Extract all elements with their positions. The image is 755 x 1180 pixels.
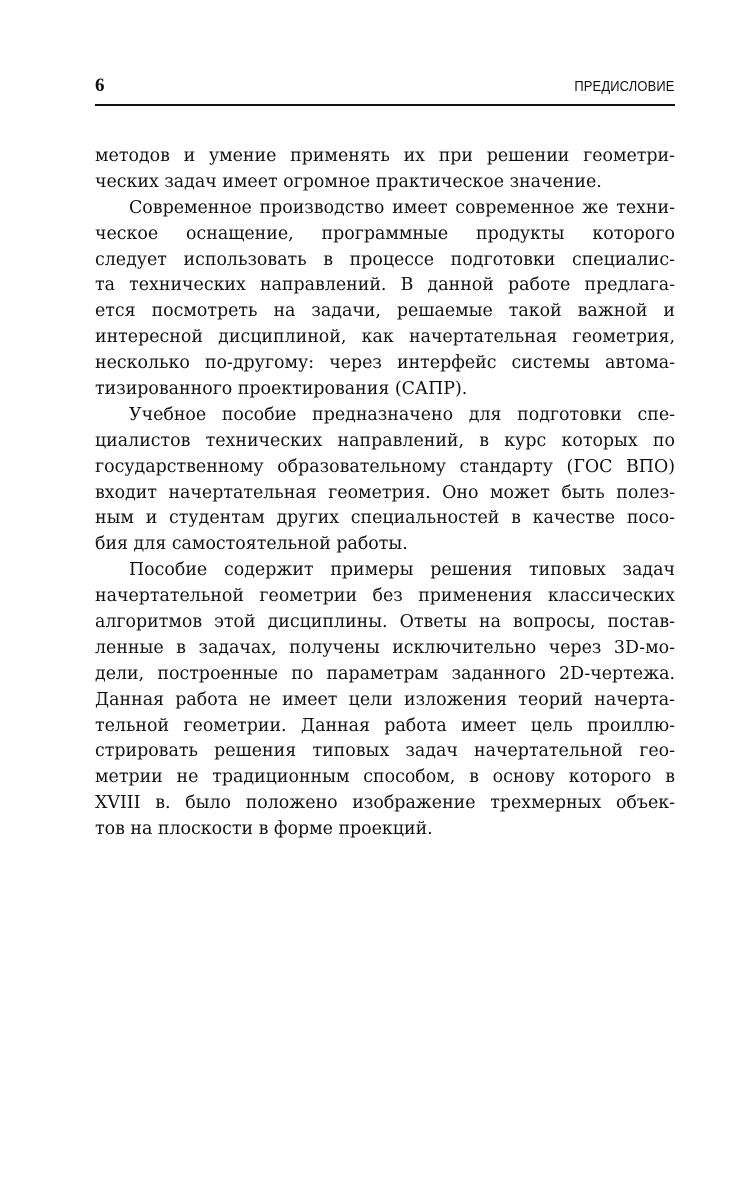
text-line: интересной дисциплиной, как начертательная геометрия, bbox=[95, 327, 675, 348]
text-line: ленные в задачах, получены исключительно через 3D-мо- bbox=[95, 637, 675, 658]
text-line: входит начертательная геометрия. Оно может быть полез- bbox=[95, 482, 675, 503]
text-line: дели, построенные по параметрам заданного 2D-чертежа. bbox=[95, 663, 675, 684]
text-line: метрии не традиционным способом, в основу которого в bbox=[95, 767, 675, 788]
text-line: ется посмотреть на задачи, решаемые такой важной и bbox=[95, 301, 675, 322]
body-text bbox=[95, 144, 675, 843]
text-line: тизированного проектирования (САПР). bbox=[95, 379, 468, 400]
text-line: ческих задач имеет огромное практическое значение. bbox=[95, 171, 602, 192]
text-line: стрировать решения типовых задач начертательной гео- bbox=[95, 741, 675, 762]
text-line: государственному образовательному стандарту (ГОС ВПО) bbox=[95, 456, 675, 477]
text-line: Данная работа не имеет цели изложения теорий начерта- bbox=[95, 689, 675, 710]
header-rule bbox=[95, 104, 675, 106]
text-line: бия для самостоятельной работы. bbox=[95, 534, 408, 555]
text-line: Пособие содержит примеры решения типовых задач bbox=[129, 560, 675, 581]
text-line: начертательной геометрии без применения классических bbox=[95, 586, 675, 607]
paragraph bbox=[95, 403, 675, 558]
text-line: несколько по-другому: через интерфейс системы автома- bbox=[95, 353, 675, 374]
text-line: следует использовать в процессе подготовки специалис- bbox=[95, 249, 675, 270]
text-line: алгоритмов этой дисциплины. Ответы на вопросы, постав- bbox=[95, 612, 675, 633]
text-line: XVIII в. было положено изображение трехмерных объек- bbox=[95, 793, 675, 814]
text-line: ным и студентам других специальностей в качестве посо- bbox=[95, 508, 675, 529]
text-line: циалистов технических направлений, в курс которых по bbox=[95, 430, 675, 451]
text-line: методов и умение применять их при решении геометри- bbox=[95, 146, 675, 166]
paragraph bbox=[95, 144, 675, 196]
text-line: Учебное пособие предназначено для подготовки спе- bbox=[129, 404, 675, 425]
text-line: тов на плоскости в форме проекций. bbox=[95, 819, 433, 840]
text-line: ческое оснащение, программные продукты которого bbox=[95, 223, 675, 244]
running-title: ПРЕДИСЛОВИЕ bbox=[574, 78, 675, 95]
text-line: Современное производство имеет современное же техни- bbox=[129, 197, 675, 218]
page-header bbox=[95, 74, 675, 100]
paragraph bbox=[95, 558, 675, 843]
page-number: 6 bbox=[95, 75, 105, 96]
paragraph bbox=[95, 196, 675, 403]
text-line: тельной геометрии. Данная работа имеет цель проиллю- bbox=[95, 715, 675, 736]
text-line: та технических направлений. В данной работе предлага- bbox=[95, 275, 675, 296]
